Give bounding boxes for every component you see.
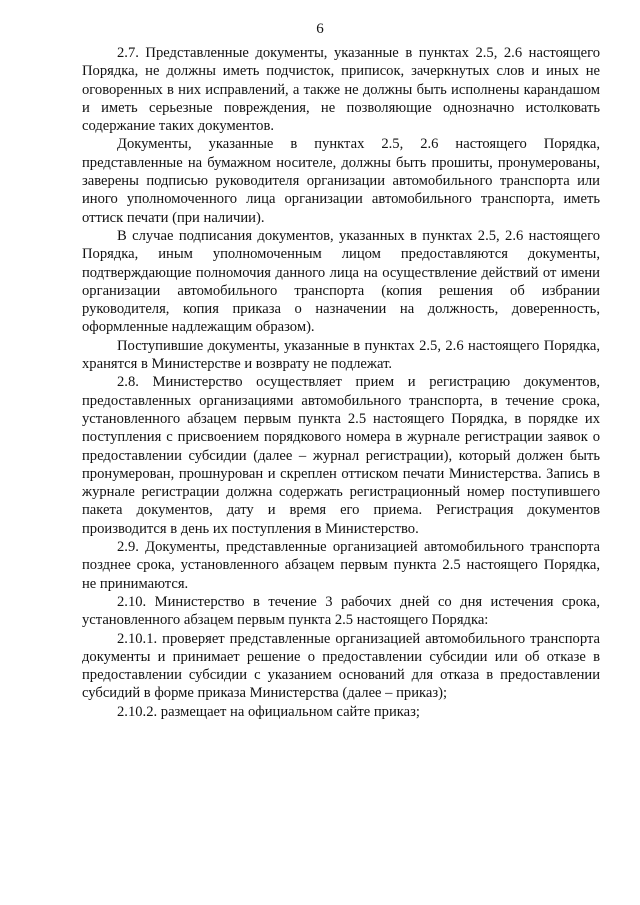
paragraph-authorized-person: В случае подписания документов, указанных в пунктах 2.5, 2.6 настоящего Порядка, иным уполномоченным лицом предоставляются документы, подтверждающие полномочия данного лица на осуществление действий от имени организации автомобильного транспорта (копия решения об избрании руководителя, копия приказа о назначении на должность, доверенность, оформленные надлежащим образом). xyxy=(82,227,600,336)
paragraph-2-10-1: 2.10.1. проверяет представленные организацией автомобильного транспорта документы и принимает решение о предоставлении субсидии или об отказе в предоставлении субсидии с указанием оснований для отказа в предоставлении субсидий в форме приказа Министерства (далее – приказ); xyxy=(82,630,600,702)
paragraph-2-10: 2.10. Министерство в течение 3 рабочих дней со дня истечения срока, установленного абзацем первым пункта 2.5 настоящего Порядка: xyxy=(82,593,600,629)
paragraph-2-9: 2.9. Документы, представленные организацией автомобильного транспорта позднее срока, установленного абзацем первым пункта 2.5 настоящего Порядка, не принимаются. xyxy=(82,539,600,592)
page-number: 6 xyxy=(316,21,324,37)
paragraph-documents-requirements: Документы, указанные в пунктах 2.5, 2.6 настоящего Порядка, представленные на бумажном носителе, должны быть прошиты, пронумерованы, заверены подписью руководителя организации автомобильного транспорта или иного уполномоченного лица организации автомобильного транспорта, иметь оттиск печати (при наличии). xyxy=(82,136,600,226)
paragraph-2-7: 2.7. Представленные документы, указанные в пунктах 2.5, 2.6 настоящего Порядка, не должны иметь подчисток, приписок, зачеркнутых слов и иных не оговоренных в них исправлений, а также не должны быть исполнены карандашом и иметь серьезные повреждения, не позволяющие однозначно истолковать содержание таких документов. xyxy=(82,45,600,135)
paragraph-2-10-2: 2.10.2. размещает на официальном сайте приказ; xyxy=(117,703,420,720)
document-body xyxy=(82,44,600,721)
paragraph-storage: Поступившие документы, указанные в пунктах 2.5, 2.6 настоящего Порядка, хранятся в Министерстве и возврату не подлежат. xyxy=(82,337,600,373)
paragraph-2-8: 2.8. Министерство осуществляет прием и регистрацию документов, предоставленных организациями автомобильного транспорта, в течение срока, установленного абзацем первым пункта 2.5 настоящего Порядка, в порядке их поступления с присвоением порядкового номера в журнале регистрации заявок о предоставлении субсидии (далее – журнал регистрации), который должен быть пронумерован, прошнурован и скреплен оттиском печати Министерства. Запись в журнале регистрации должна содержать регистрационный номер поступившего пакета документов, дату и время его приема. Регистрация документов производится в день их поступления в Министерство. xyxy=(82,374,600,537)
